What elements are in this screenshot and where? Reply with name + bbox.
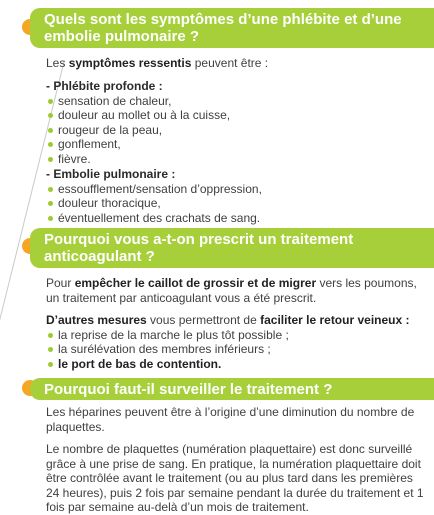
list-item: la surélévation des membres inférieurs ; (46, 342, 431, 357)
embolie-list (46, 182, 426, 226)
anticoagulant-paragraph (46, 276, 426, 305)
mesures-intro (46, 313, 431, 328)
list-item: gonflement, (46, 137, 426, 152)
section-heading-surveillance (30, 378, 434, 400)
phlebite-list (46, 94, 426, 167)
list-item: le port de bas de contention. (46, 357, 431, 372)
p1-pre: Pour (46, 276, 75, 290)
embolie-title: - Embolie pulmonaire : (46, 167, 176, 181)
intro-post: peuvent être : (191, 56, 269, 70)
intro-bold: symptômes ressentis (68, 56, 192, 70)
embolie-block (46, 167, 426, 225)
mesures-block (46, 313, 431, 371)
section-heading-symptomes (30, 8, 434, 48)
list-item: sensation de chaleur, (46, 94, 426, 109)
list-item: douleur thoracique, (46, 196, 426, 211)
heading-text: Pourquoi faut-il surveiller le traitement ? (44, 381, 333, 398)
list-item: fièvre. (46, 152, 426, 167)
heading-text: Quels sont les symptômes d’une phlébite et d’une embolie pulmonaire ? (44, 11, 402, 45)
mesures-mid: vous permettront de (146, 313, 261, 327)
heading-text: Pourquoi vous a-t-on prescrit un traitement anticoagulant ? (44, 231, 354, 265)
list-item: éventuellement des crachats de sang. (46, 211, 426, 226)
list-item: rougeur de la peau, (46, 123, 426, 138)
list-item: essoufflement/sensation d’oppression, (46, 182, 426, 197)
surveillance-p2: Le nombre de plaquettes (numération plaquettaire) est donc surveillé grâce à une prise de sang. En pratique, la numération plaquettaire doit être contrôlée avant le traitement (ou au plus tard dans les premières 24 heures), puis 2 fois par semaine pendant la durée du traitement et 1 fois par semaine au-delà d’un mois de traitement. (46, 442, 424, 514)
list-item: la reprise de la marche le plus tôt possible ; (46, 328, 431, 343)
list-item: douleur au mollet ou à la cuisse, (46, 108, 426, 123)
p1-post: vers les poumons, un traitement par anticoagulant vous a été prescrit. (46, 276, 417, 305)
phlebite-title: - Phlébite profonde : (46, 79, 163, 93)
intro-paragraph (46, 56, 426, 71)
p1-bold: empêcher le caillot de grossir et de migrer (74, 276, 317, 290)
mesures-list (46, 328, 431, 372)
section-heading-anticoagulant (30, 228, 434, 268)
intro-pre: Les (46, 56, 69, 70)
phlebite-block (46, 79, 426, 166)
mesures-bold1: D’autres mesures (46, 313, 147, 327)
mesures-bold2: faciliter le retour veineux : (260, 313, 410, 327)
surveillance-p1: Les héparines peuvent être à l’origine d’une diminution du nombre de plaquettes. (46, 405, 415, 434)
